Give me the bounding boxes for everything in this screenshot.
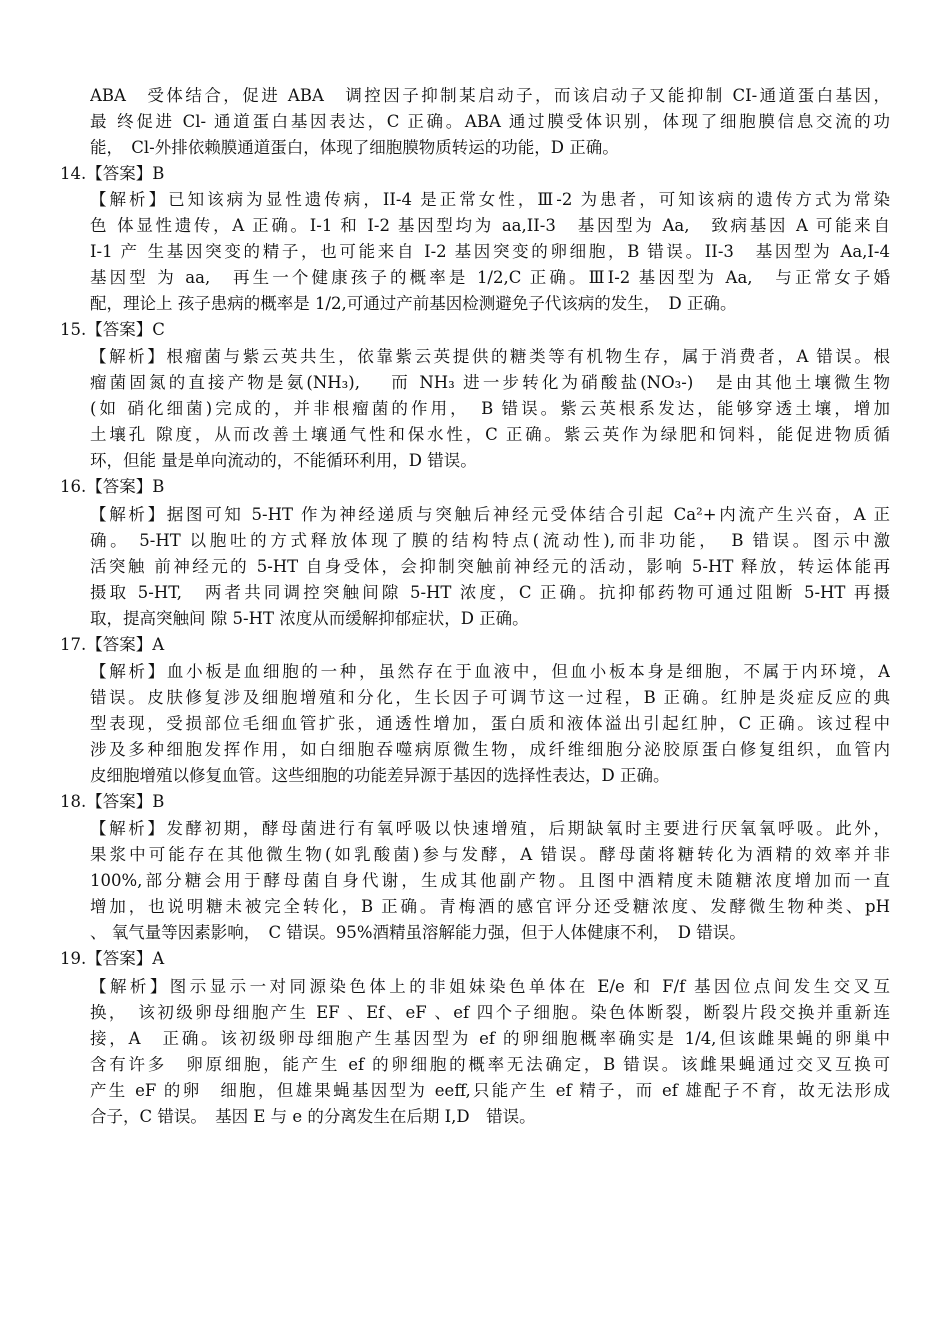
text-line: 土壤孔 隙度，从而改善土壤通气性和保水性，C 正确。紫云英作为绿肥和饲料，能促进物质循 xyxy=(90,425,890,444)
text-line: ABA 受体结合，促进 ABA 调控因子抑制某启动子，而该启动子又能抑制 CI-通道蛋白基因， xyxy=(90,86,890,105)
text-line: 错误。皮肤修复涉及细胞增殖和分化，生长因子可调节这一过程，B 正确。红肿是炎症反应的典 xyxy=(90,688,890,707)
text-line: 100%,部分糖会用于酵母菌自身代谢，生成其他副产物。且图中酒精度未随糖浓度增加而一直 xyxy=(90,871,890,890)
answer-heading-16: 16.【答案】B xyxy=(60,477,165,496)
text-line: 配，理论上 孩子患病的概率是 1/2,可通过产前基因检测避免子代该病的发生， D 正确。 xyxy=(90,294,737,313)
text-line: 【解析】据图可知 5-HT 作为神经递质与突触后神经元受体结合引起 Ca²+内流产生兴奋，A 正 xyxy=(90,505,890,524)
text-line: 换， 该初级卵母细胞产生 EF 、Ef、eF 、ef 四个子细胞。染色体断裂，断裂片段交换并重新连 xyxy=(90,1003,890,1022)
text-line: 涉及多种细胞发挥作用，如白细胞吞噬病原微生物，成纤维细胞分泌胶原蛋白修复组织，血管内 xyxy=(90,740,890,759)
text-line: 最 终促进 Cl- 通道蛋白基因表达，C 正确。ABA 通过膜受体识别，体现了细胞膜信息交流的功 xyxy=(90,112,890,131)
text-line: 【解析】图示显示一对同源染色体上的非姐妹染色单体在 E/e 和 F/f 基因位点间发生交叉互 xyxy=(90,977,890,996)
text-line: 、 氧气量等因素影响， C 错误。95%酒精虽溶解能力强，但于人体健康不利， D 错误。 xyxy=(90,923,746,942)
text-line: 取，提高突触间 隙 5-HT 浓度从而缓解抑郁症状，D 正确。 xyxy=(90,609,529,628)
text-line: 摄取 5-HT, 两者共同调控突触间隙 5-HT 浓度，C 正确。抗抑郁药物可通过阻断 5-HT 再摄 xyxy=(90,583,890,602)
text-line: 【解析】发酵初期，酵母菌进行有氧呼吸以快速增殖，后期缺氧时主要进行厌氧氧呼吸。此外， xyxy=(90,819,890,838)
text-line: I-1 产 生基因突变的精子，也可能来自 I-2 基因突变的卵细胞，B 错误。II-3 基因型为 Aa,I-4 xyxy=(90,242,890,261)
text-line: 能， Cl-外排依赖膜通道蛋白，体现了细胞膜物质转运的功能，D 正确。 xyxy=(90,138,619,157)
answer-heading-19: 19.【答案】A xyxy=(60,949,165,968)
text-line: 果浆中可能存在其他微生物(如乳酸菌)参与发酵，A 错误。酵母菌将糖转化为酒精的效率并非 xyxy=(90,845,890,864)
text-line: 增加，也说明糖未被完全转化，B 正确。青梅酒的感官评分还受糖浓度、发酵微生物种类、pH xyxy=(90,897,890,916)
answer-heading-17: 17.【答案】A xyxy=(60,635,165,654)
text-line: 型表现，受损部位毛细血管扩张，通透性增加，蛋白质和液体溢出引起红肿，C 正确。该过程中 xyxy=(90,714,890,733)
text-line: 基因型 为 aa, 再生一个健康孩子的概率是 1/2,C 正确。ⅢI-2 基因型为 Aa, 与正常女子婚 xyxy=(90,268,890,287)
text-line: 瘤菌固氮的直接产物是氨(NH₃), 而 NH₃ 进一步转化为硝酸盐(NO₃-) 是由其他土壤微生物 xyxy=(90,373,890,392)
text-line: 含有许多 卵原细胞，能产生 ef 的卵细胞的概率无法确定，B 错误。该雌果蝇通过交叉互换可 xyxy=(90,1055,890,1074)
text-line: 皮细胞增殖以修复血管。这些细胞的功能差异源于基因的选择性表达，D 正确。 xyxy=(90,766,670,785)
text-line: 产生 eF 的卵 细胞，但雄果蝇基因型为 eeff,只能产生 ef 精子，而 ef 雄配子不育，故无法形成 xyxy=(90,1081,890,1100)
text-line: 合子，C 错误。 基因 E 与 e 的分离发生在后期 I,D 错误。 xyxy=(90,1107,536,1126)
text-line: 活突触 前神经元的 5-HT 自身受体，会抑制突触前神经元的活动，影响 5-HT 释放，转运体能再 xyxy=(90,557,890,576)
text-line: 确。 5-HT 以胞吐的方式释放体现了膜的结构特点(流动性),而非功能， B 错误。图示中激 xyxy=(90,531,890,550)
answer-heading-18: 18.【答案】B xyxy=(60,792,165,811)
text-line: 【解析】已知该病为显性遗传病，II-4 是正常女性，Ⅲ-2 为患者，可知该病的遗传方式为常染 xyxy=(90,190,890,209)
text-line: 环，但能 量是单向流动的，不能循环利用，D 错误。 xyxy=(90,451,477,470)
answer-heading-15: 15.【答案】C xyxy=(60,320,165,339)
text-line: 色 体显性遗传，A 正确。I-1 和 I-2 基因型均为 aa,II-3 基因型为 Aa, 致病基因 A 可能来自 xyxy=(90,216,890,235)
text-line: 【解析】根瘤菌与紫云英共生，依靠紫云英提供的糖类等有机物生存，属于消费者，A 错误。根 xyxy=(90,347,890,366)
text-line: 【解析】血小板是血细胞的一种，虽然存在于血液中，但血小板本身是细胞，不属于内环境，A xyxy=(90,662,890,681)
answer-heading-14: 14.【答案】B xyxy=(60,164,165,183)
text-line: (如 硝化细菌)完成的，并非根瘤菌的作用， B 错误。紫云英根系发达，能够穿透土壤，增加 xyxy=(90,399,890,418)
text-line: 接，A 正确。该初级卵母细胞产生基因型为 ef 的卵细胞概率确实是 1/4,但该雌果蝇的卵巢中 xyxy=(90,1029,890,1048)
